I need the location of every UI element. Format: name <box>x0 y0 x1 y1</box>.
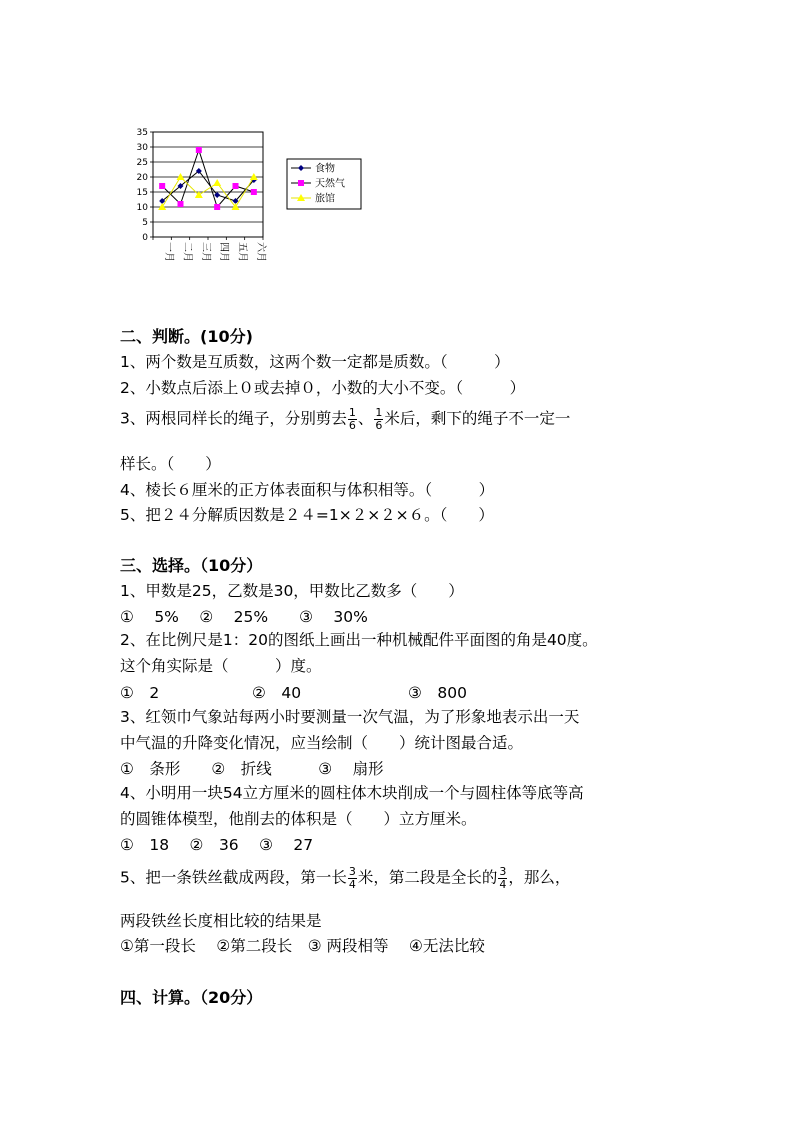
choice-q2-line1: 2、在比例尺是1：20的图纸上画出一种机械配件平面图的角是40度。 <box>120 631 598 649</box>
fraction-one-sixth: $\frac{1}{6}$ <box>348 406 356 432</box>
judge-q1: 1、两个数是互质数，这两个数一定都是质数。（ ） <box>120 353 510 371</box>
choice-q5-line2: 两段铁丝长度相比较的结果是 <box>120 912 322 930</box>
data-point <box>196 147 202 153</box>
y-tick-label: 20 <box>136 173 148 183</box>
x-tick-label: 三月 <box>199 242 211 262</box>
judge-q3-line2: 样长。（ ） <box>120 455 221 473</box>
choice-q3-options: ① 条形 ② 折线 ③ 扇形 <box>120 760 384 778</box>
judge-q3-text-a: 3、两根同样长的绳子，分别剪去 <box>120 409 347 428</box>
y-tick-label: 15 <box>136 188 148 198</box>
chart-grid <box>153 132 263 237</box>
choice-q4-line2: 的圆锥体模型，他削去的体积是（ ）立方厘米。 <box>120 810 477 828</box>
x-tick-label: 六月 <box>254 242 266 262</box>
judge-q3-line1 <box>120 407 570 431</box>
judge-q5: 5、把２４分解质因数是２４=1×２×２×６。（ ） <box>120 506 494 524</box>
choice-q4-line1: 4、小明用一块54立方厘米的圆柱体木块削成一个与圆柱体等底等高 <box>120 784 584 802</box>
legend-label: 旅馆 <box>315 193 335 205</box>
data-point <box>178 201 184 207</box>
y-tick-label: 0 <box>142 233 148 243</box>
data-point <box>251 189 257 195</box>
choice-q2-option-1: ① 2 <box>120 684 160 702</box>
fraction-three-quarters-2: $\frac{3}{4}$ <box>499 865 507 891</box>
judge-q2: 2、小数点后添上０或去掉０，小数的大小不变。（ ） <box>120 379 526 397</box>
choice-q1: 1、甲数是25，乙数是30，甲数比乙数多（ ） <box>120 582 464 600</box>
y-tick-label: 10 <box>136 203 148 213</box>
legend-label: 食物 <box>315 163 335 175</box>
y-tick-label: 30 <box>136 143 148 153</box>
choice-q2-option-3: ③ 800 <box>408 684 467 702</box>
fraction-one-sixth-2: $\frac{1}{6}$ <box>375 406 383 432</box>
section-2-title: 二、判断。(10分) <box>120 327 253 346</box>
judge-q4: 4、棱长６厘米的正方体表面积与体积相等。（ ） <box>120 481 495 499</box>
chart-legend <box>287 159 361 209</box>
choice-q5-options: ①第一段长 ②第二段长 ③ 两段相等 ④无法比较 <box>120 937 485 955</box>
y-tick-label: 35 <box>136 128 148 138</box>
y-tick-label: 25 <box>136 158 148 168</box>
judge-q3-text-c: 米后，剩下的绳子不一定一 <box>384 409 571 428</box>
line-chart <box>120 120 380 280</box>
x-tick-label: 一月 <box>163 242 175 262</box>
choice-q5-text-b: 米，第二段是全长的 <box>357 868 498 887</box>
data-point <box>233 183 239 189</box>
legend-label: 天然气 <box>315 178 345 190</box>
legend-marker <box>298 180 304 186</box>
section-3-title: 三、选择。（10分） <box>120 556 263 575</box>
judge-q3-text-b: 、 <box>357 409 374 428</box>
choice-q4-options: ① 18 ② 36 ③ 27 <box>120 836 314 854</box>
x-tick-label: 二月 <box>181 242 193 262</box>
data-point <box>214 204 220 210</box>
x-tick-label: 四月 <box>218 242 230 262</box>
choice-q5-line1 <box>120 866 570 890</box>
choice-q1-options: ① 5% ② 25% ③ 30% <box>120 608 368 626</box>
x-axis-ticks <box>153 237 267 262</box>
choice-q3-line2: 中气温的升降变化情况，应当绘制（ ）统计图最合适。 <box>120 734 524 752</box>
x-tick-label: 五月 <box>236 242 248 262</box>
y-axis-ticks <box>137 128 153 243</box>
section-4-title: 四、计算。（20分） <box>120 988 263 1007</box>
choice-q5-text-c: ，那么， <box>508 868 571 887</box>
choice-q2-line2: 这个角实际是（ ）度。 <box>120 657 322 675</box>
choice-q2-option-2: ② 40 <box>252 684 302 702</box>
y-tick-label: 5 <box>142 218 148 228</box>
fraction-three-quarters: $\frac{3}{4}$ <box>348 865 356 891</box>
data-point <box>159 183 165 189</box>
choice-q5-text-a: 5、把一条铁丝截成两段，第一长 <box>120 868 347 887</box>
choice-q3-line1: 3、红领巾气象站每两小时要测量一次气温，为了形象地表示出一天 <box>120 708 580 726</box>
plot-area <box>153 132 263 237</box>
